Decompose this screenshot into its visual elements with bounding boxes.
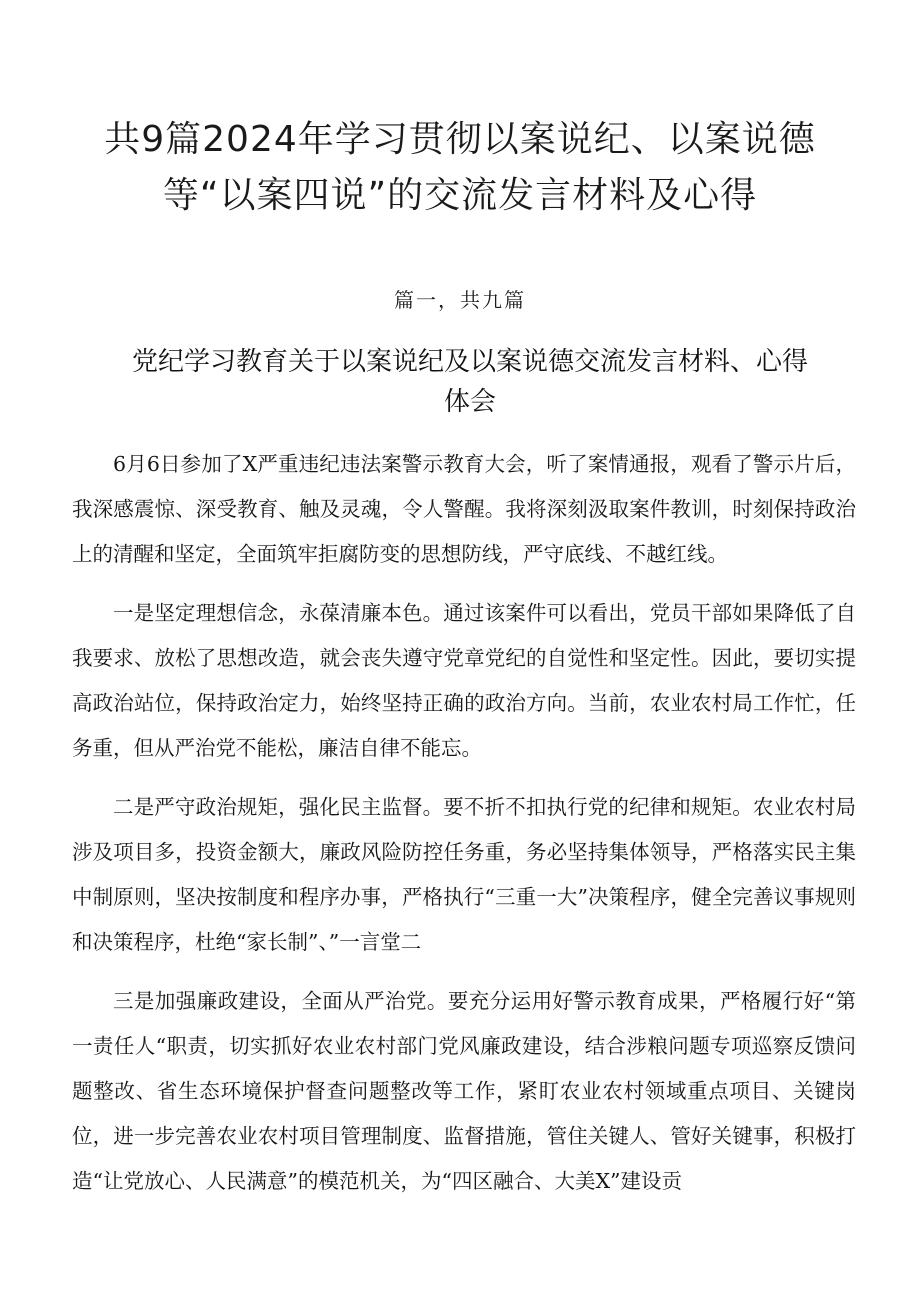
article-title: 党纪学习教育关于以案说纪及以案说德交流发言材料、心得体会 (131, 347, 808, 417)
article-body (72, 442, 856, 1204)
paragraph: 三是加强廉政建设，全面从严治党。要充分运用好警示教育成果，严格履行好“第一责任人“职责，切实抓好农业农村部门党风廉政建设，结合涉粮问题专项巡察反馈问题整改、省生态环境保护督查问题整改等工作，紧盯农业农村领域重点项目、关键岗位，进一步完善农业农村项目管理制度、监督措施，管住关键人、管好关键事，积极打造“让党放心、人民满意”的模范机关，为“四区融合、大美X”建设贡 (72, 989, 856, 1193)
paragraph: 一是坚定理想信念，永葆清廉本色。通过该案件可以看出，党员干部如果降低了自我要求、放松了思想改造，就会丧失遵守党章党纪的自觉性和坚定性。因此，要切实提高政治站位，保持政治定力，始终坚持正确的政治方向。当前，农业农村局工作忙，任务重，但从严治党不能松，廉洁自律不能忘。 (72, 601, 856, 760)
document-title: 共9篇2024年学习贯彻以案说纪、以案说德等“以案四说”的交流发言材料及心得 (104, 119, 816, 216)
paragraph: 二是严守政治规矩，强化民主监督。要不折不扣执行党的纪律和规矩。农业农村局涉及项目多，投资金额大，廉政风险防控任务重，务必坚持集体领导，严格落实民主集中制原则，坚决按制度和程序办事，严格执行“三重一大”决策程序，健全完善议事规则和决策程序，杜绝“家长制”、”一言堂二 (72, 795, 856, 954)
section-label: 篇一，共九篇 (394, 288, 526, 312)
paragraph: 6月6日参加了X严重违纪违法案警示教育大会，听了案情通报，观看了警示片后，我深感震惊、深受教育、触及灵魂，令人警醒。我将深刻汲取案件教训，时刻保持政治上的清醒和坚定，全面筑牢拒腐防变的思想防线，严守底线、不越红线。 (72, 452, 856, 566)
